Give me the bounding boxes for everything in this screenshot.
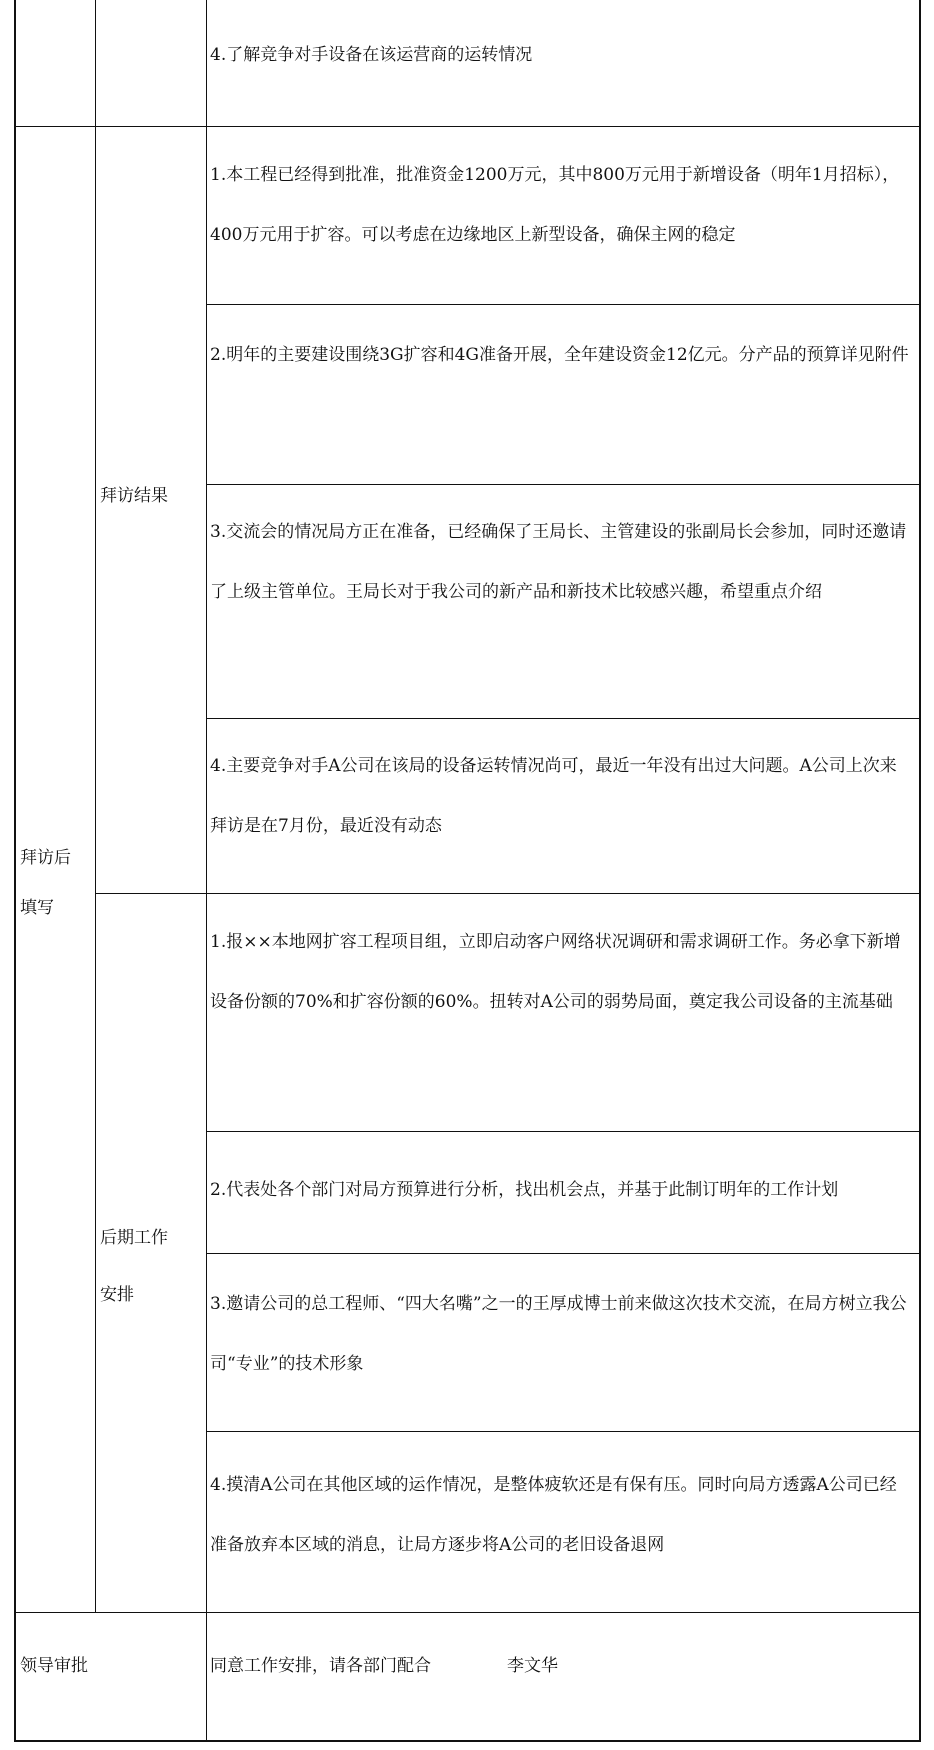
followup-item-4: 4.摸清A公司在其他区域的运作情况，是整体疲软还是有保有压。同时向局方透露A公司已经准备放弃本区域的消息，让局方逐步将A公司的老旧设备退网 <box>210 1475 897 1555</box>
row-divider-top-section <box>14 126 920 127</box>
visit-results-label: 拜访结果 <box>100 486 168 506</box>
row-divider-followup-3 <box>206 1431 920 1432</box>
row-divider-followup-2 <box>206 1253 920 1254</box>
column-divider-1 <box>95 0 96 1613</box>
table-border-bottom <box>14 1740 920 1742</box>
followup-label-line2: 安排 <box>100 1285 134 1305</box>
followup-label-line1: 后期工作 <box>100 1228 168 1248</box>
top-item-4: 4.了解竞争对手设备在该运营商的运转情况 <box>210 45 533 65</box>
followup-item-2: 2.代表处各个部门对局方预算进行分析，找出机会点，并基于此制订明年的工作计划 <box>210 1180 839 1200</box>
approval-label: 领导审批 <box>20 1656 88 1676</box>
result-item-4: 4.主要竞争对手A公司在该局的设备运转情况尚可，最近一年没有出过大问题。A公司上次来拜访是在7月份，最近没有动态 <box>210 756 897 836</box>
table-border-right <box>919 0 921 1742</box>
result-item-1: 1.本工程已经得到批准，批准资金1200万元，其中800万元用于新增设备（明年1月招标），400万元用于扩容。可以考虑在边缘地区上新型设备，确保主网的稳定 <box>210 165 900 245</box>
after-visit-label-line1: 拜访后 <box>20 848 71 868</box>
approval-text: 同意工作安排，请各部门配合 <box>210 1656 431 1676</box>
result-item-2: 2.明年的主要建设围绕3G扩容和4G准备开展，全年建设资金12亿元。分产品的预算详见附件 <box>210 345 909 365</box>
table-border-left <box>14 0 16 1742</box>
row-divider-result-1 <box>206 304 920 305</box>
approver-signature: 李文华 <box>507 1656 558 1676</box>
followup-item-3: 3.邀请公司的总工程师、“四大名嘴”之一的王厚成博士前来做这次技术交流，在局方树立我公司“专业”的技术形象 <box>210 1294 907 1374</box>
row-divider-followup-1 <box>206 1131 920 1132</box>
after-visit-label-line2: 填写 <box>20 898 54 918</box>
row-divider-result-3 <box>206 718 920 719</box>
visit-report-table <box>14 0 920 1742</box>
row-divider-results-section <box>95 893 920 894</box>
column-divider-2 <box>206 0 207 1742</box>
result-item-3: 3.交流会的情况局方正在准备，已经确保了王局长、主管建设的张副局长会参加，同时还邀请了上级主管单位。王局长对于我公司的新产品和新技术比较感兴趣，希望重点介绍 <box>210 522 907 602</box>
followup-item-1: 1.报××本地网扩容工程项目组，立即启动客户网络状况调研和需求调研工作。务必拿下新增设备份额的70%和扩容份额的60%。扭转对A公司的弱势局面，奠定我公司设备的主流基础 <box>210 932 901 1012</box>
row-divider-approval <box>14 1612 920 1613</box>
row-divider-result-2 <box>206 484 920 485</box>
